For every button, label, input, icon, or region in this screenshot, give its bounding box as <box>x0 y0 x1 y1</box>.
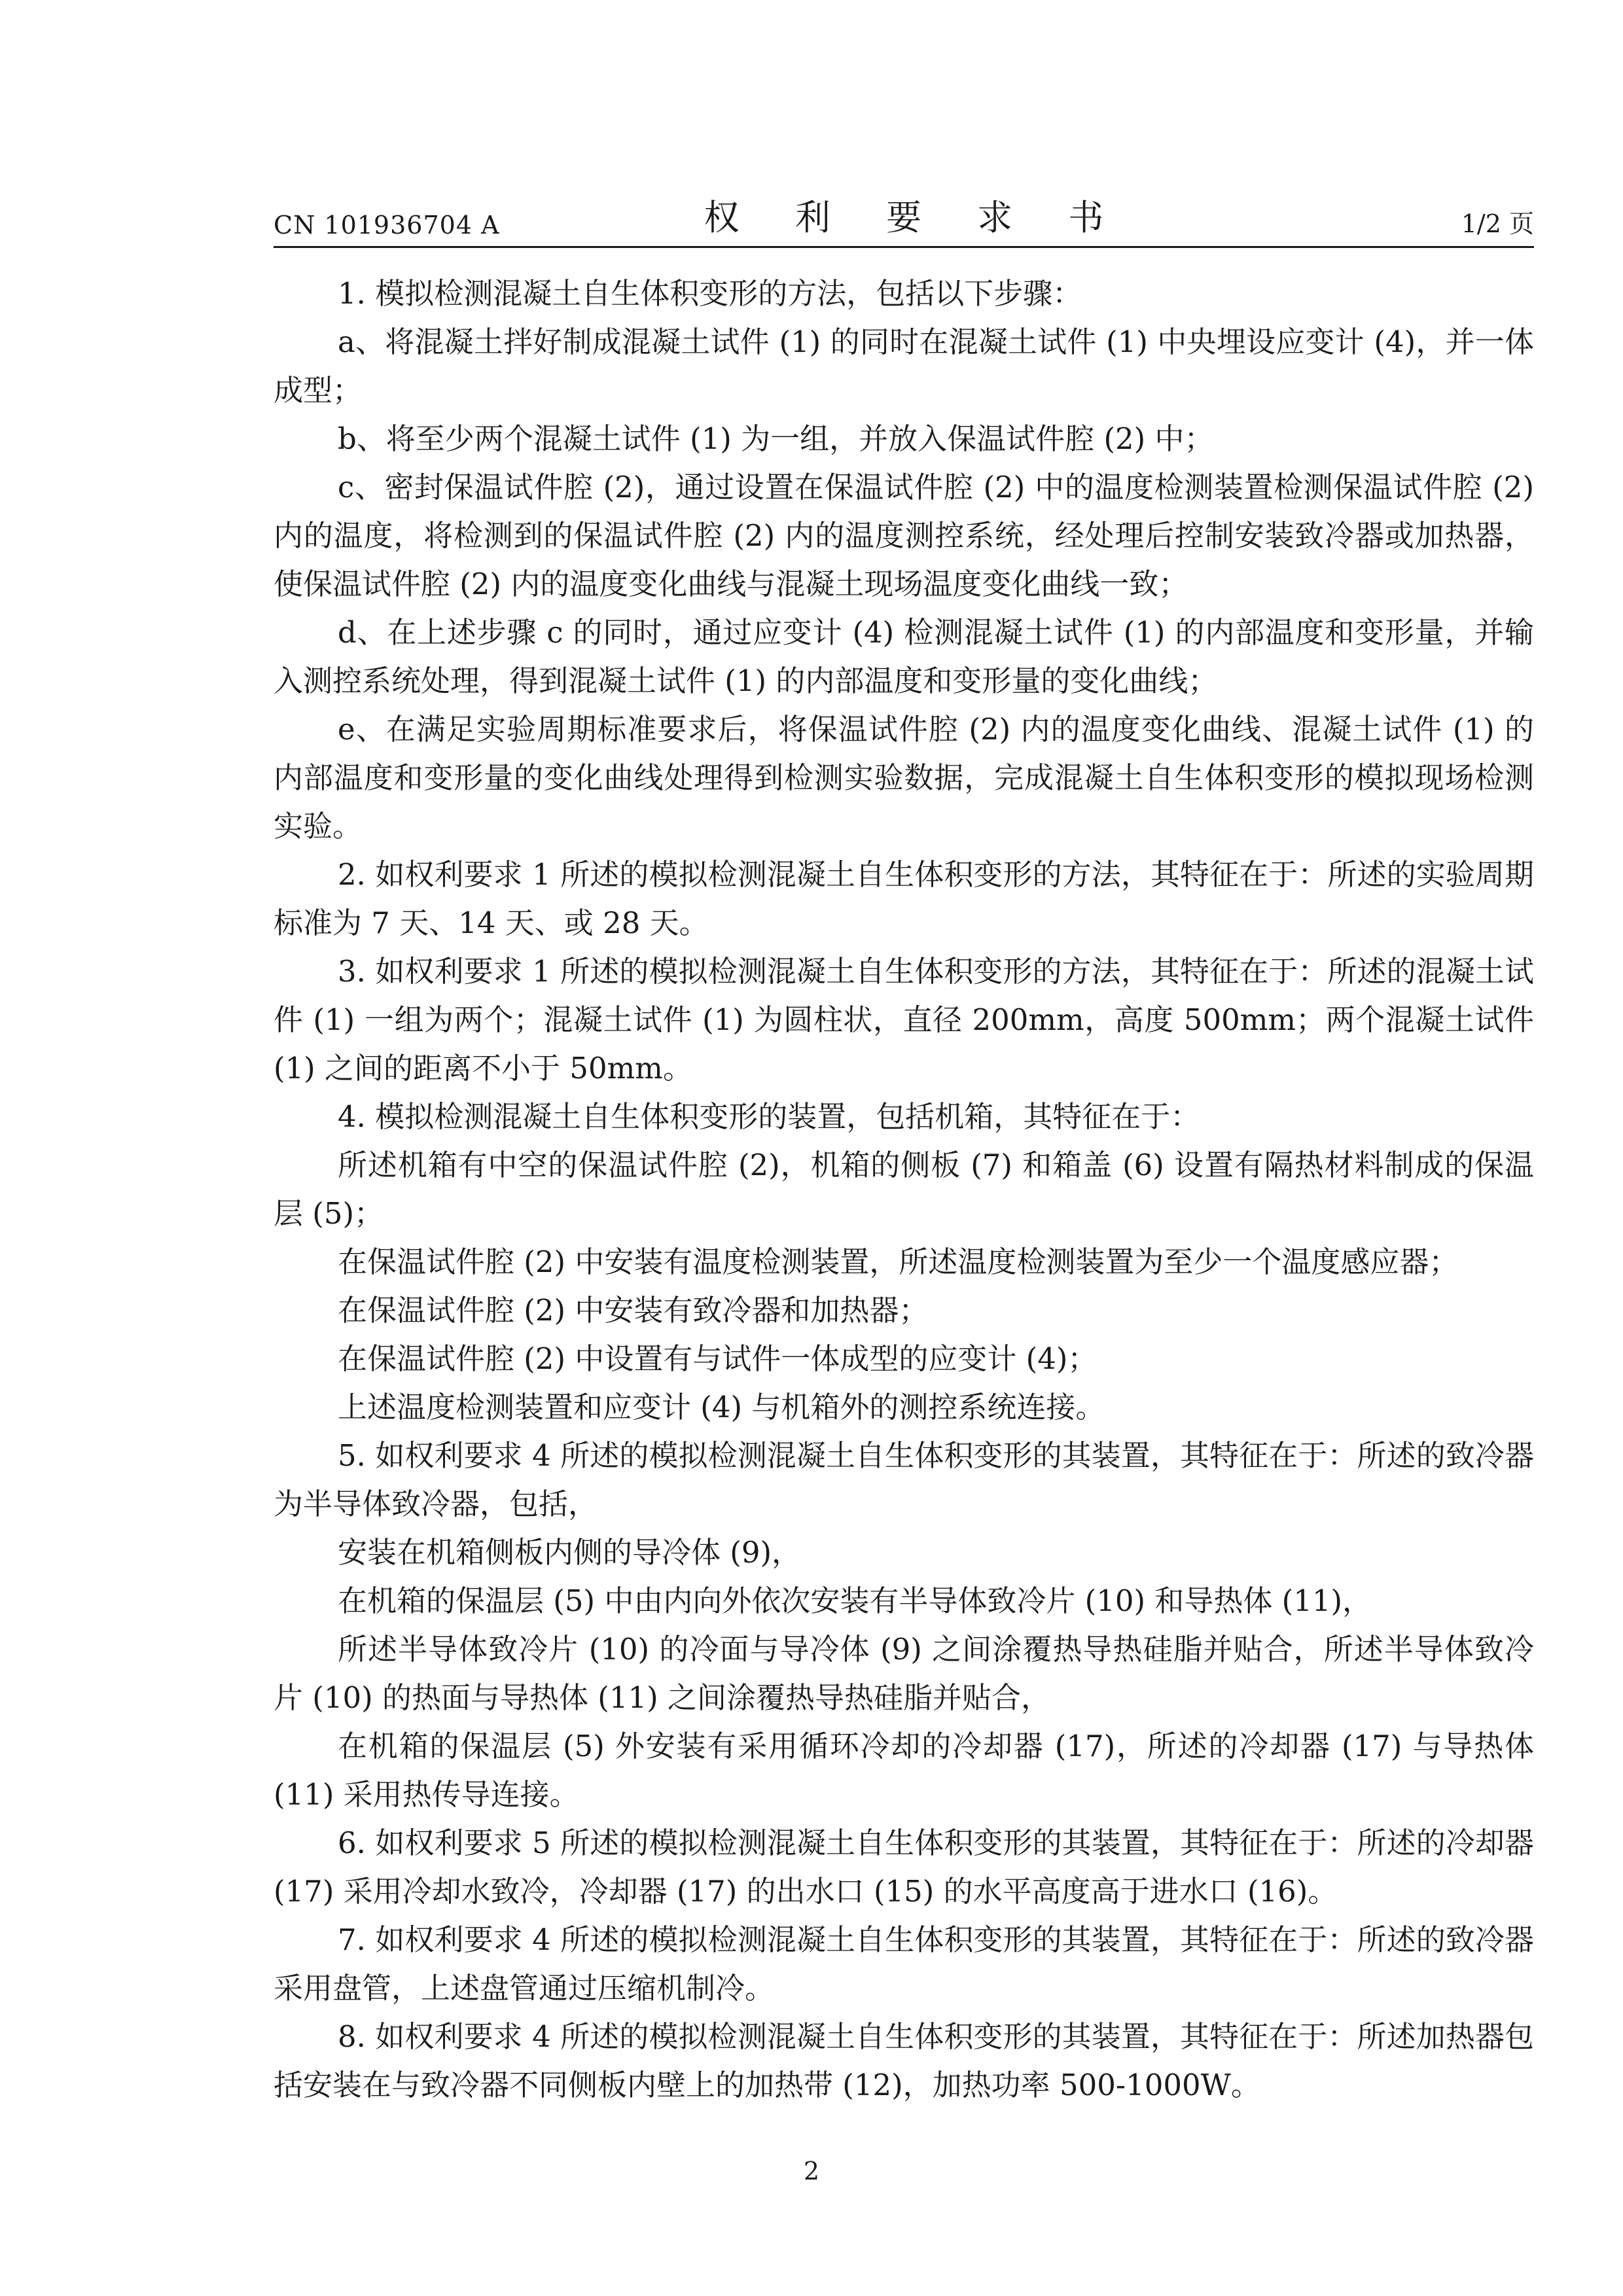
paragraph-claim-2: 2. 如权利要求 1 所述的模拟检测混凝土自生体积变形的方法，其特征在于：所述的实验周期标准为 7 天、14 天、或 28 天。 <box>274 857 1534 940</box>
paragraph-claim-7: 7. 如权利要求 4 所述的模拟检测混凝土自生体积变形的其装置，其特征在于：所述的致冷器采用盘管，上述盘管通过压缩机制冷。 <box>274 1922 1534 2005</box>
paragraph-claim-3: 3. 如权利要求 1 所述的模拟检测混凝土自生体积变形的方法，其特征在于：所述的混凝土试件 (1) 一组为两个；混凝土试件 (1) 为圆柱状，直径 200mm，高度 500mm；两个混凝土试件 (1) 之间的距离不小于 50mm。 <box>274 954 1534 1086</box>
paragraph-claim-5-grease: 所述半导体致冷片 (10) 的冷面与导冷体 (9) 之间涂覆热导热硅脂并贴合，所述半导体致冷片 (10) 的热面与导热体 (11) 之间涂覆热导热硅脂并贴合， <box>274 1632 1534 1715</box>
header-divider <box>274 246 1534 248</box>
paragraph-claim-4-cavity: 所述机箱有中空的保温试件腔 (2)，机箱的侧板 (7) 和箱盖 (6) 设置有隔热材料制成的保温层 (5)； <box>274 1148 1534 1231</box>
paragraph-step-c: c、密封保温试件腔 (2)，通过设置在保温试件腔 (2) 中的温度检测装置检测保温试件腔 (2) 内的温度，将检测到的保温试件腔 (2) 内的温度测控系统，经处理后控制安装致冷器或加热器，使保温试件腔 (2) 内的温度变化曲线与混凝土现场温度变化曲线一致； <box>274 470 1534 601</box>
paragraph-step-b: b、将至少两个混凝土试件 (1) 为一组，并放入保温试件腔 (2) 中； <box>338 421 1214 456</box>
paragraph-claim-6: 6. 如权利要求 5 所述的模拟检测混凝土自生体积变形的其装置，其特征在于：所述的冷却器 (17) 采用冷却水致冷，冷却器 (17) 的出水口 (15) 的水平高度高于进水口 (16)。 <box>274 1826 1534 1909</box>
paragraph-claim-8: 8. 如权利要求 4 所述的模拟检测混凝土自生体积变形的其装置，其特征在于：所述加热器包括安装在与致冷器不同侧板内壁上的加热带 (12)，加热功率 500-1000W。 <box>274 2019 1534 2102</box>
paragraph-claim-4-sensor: 在保温试件腔 (2) 中安装有温度检测装置，所述温度检测装置为至少一个温度感应器； <box>338 1245 1459 1279</box>
page-header <box>274 190 1534 242</box>
page-number: 2 <box>803 2157 820 2185</box>
claims-body <box>274 270 1534 2110</box>
page-indicator: 1/2 页 <box>1461 209 1534 238</box>
paragraph-claim-4: 4. 模拟检测混凝土自生体积变形的装置，包括机箱，其特征在于： <box>338 1099 1200 1134</box>
paragraph-claim-4-control: 上述温度检测装置和应变计 (4) 与机箱外的测控系统连接。 <box>338 1390 1105 1424</box>
paragraph-claim-5-chiller: 在机箱的保温层 (5) 外安装有采用循环冷却的冷却器 (17)，所述的冷却器 (17) 与导热体 (11) 采用热传导连接。 <box>274 1729 1534 1812</box>
paragraph-claim-1: 1. 模拟检测混凝土自生体积变形的方法，包括以下步骤： <box>338 276 1082 311</box>
publication-number: CN 101936704 A <box>274 211 500 239</box>
paragraph-claim-4-strain: 在保温试件腔 (2) 中设置有与试件一体成型的应变计 (4)； <box>338 1341 1097 1376</box>
paragraph-step-a: a、将混凝土拌好制成混凝土试件 (1) 的同时在混凝土试件 (1) 中央埋设应变计 (4)，并一体成型； <box>274 325 1534 408</box>
paragraph-step-d: d、在上述步骤 c 的同时，通过应变计 (4) 检测混凝土试件 (1) 的内部温度和变形量，并输入测控系统处理，得到混凝土试件 (1) 的内部温度和变形量的变化曲线； <box>274 615 1534 698</box>
paragraph-claim-5: 5. 如权利要求 4 所述的模拟检测混凝土自生体积变形的其装置，其特征在于：所述的致冷器为半导体致冷器，包括， <box>274 1438 1534 1521</box>
document-title: 权 利 要 求 书 <box>704 197 1126 238</box>
paragraph-claim-4-cooler: 在保温试件腔 (2) 中安装有致冷器和加热器； <box>338 1293 929 1328</box>
paragraph-claim-5-layer: 在机箱的保温层 (5) 中由内向外依次安装有半导体致冷片 (10) 和导热体 (11)， <box>338 1583 1372 1618</box>
paragraph-step-e: e、在满足实验周期标准要求后，将保温试件腔 (2) 内的温度变化曲线、混凝土试件 (1) 的内部温度和变形量的变化曲线处理得到检测实验数据，完成混凝土自生体积变形的模拟现场检测实验。 <box>274 712 1534 843</box>
paragraph-claim-5-guide: 安装在机箱侧板内侧的导冷体 (9)， <box>338 1535 802 1570</box>
